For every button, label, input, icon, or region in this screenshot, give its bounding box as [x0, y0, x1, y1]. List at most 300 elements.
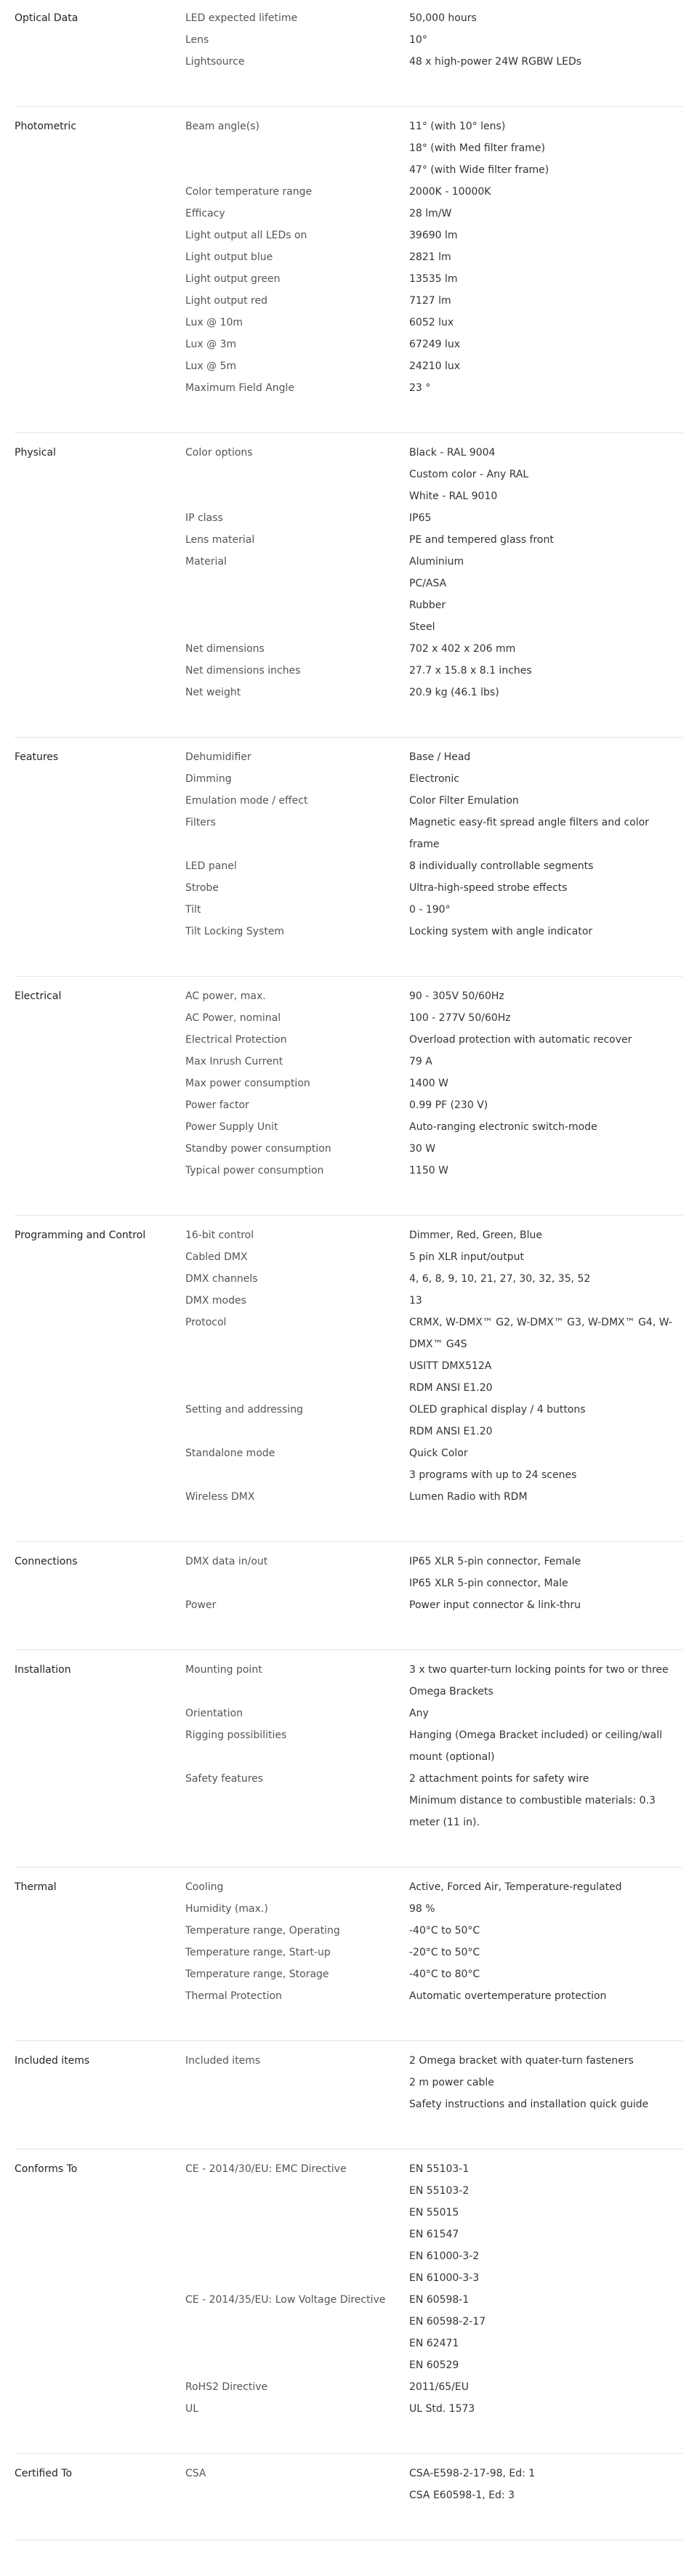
spec-values: [409, 1138, 678, 1160]
spec-section-photometric: [15, 107, 682, 433]
spec-row: [185, 2158, 682, 2289]
spec-property-name: Tilt Locking System: [185, 926, 285, 937]
spec-value: Lumen Radio with RDM: [409, 1491, 528, 1503]
spec-row: [185, 985, 682, 1007]
spec-values: [409, 1051, 678, 1073]
spec-value: Ultra-high-speed strobe effects: [409, 882, 568, 894]
section-title: Features: [15, 751, 59, 763]
section-title: Thermal: [15, 1881, 57, 1893]
spec-value: EN 55103-1: [409, 2163, 470, 2175]
section-title: Included items: [15, 2055, 90, 2067]
spec-property-name: Standby power consumption: [185, 1143, 331, 1155]
spec-property-name: Light output green: [185, 273, 281, 285]
spec-row: [185, 1399, 682, 1442]
spec-row: [185, 855, 682, 877]
spec-row: [185, 246, 682, 268]
spec-row: [185, 921, 682, 942]
spec-values: [409, 921, 678, 942]
spec-row: [185, 2398, 682, 2420]
spec-value: 2 attachment points for safety wire: [409, 1773, 589, 1785]
spec-value: 98 %: [409, 1903, 435, 1915]
spec-property-name: Power Supply Unit: [185, 1121, 278, 1133]
spec-row: [185, 1268, 682, 1290]
spec-property-name: Standalone mode: [185, 1448, 275, 1459]
spec-row: [185, 1442, 682, 1486]
spec-value: CRMX, W-DMX™ G2, W-DMX™ G3, W-DMX™ G4, W-DMX™ G4S: [409, 1317, 673, 1350]
spec-property-name: Max Inrush Current: [185, 1056, 283, 1067]
spec-property-name: Maximum Field Angle: [185, 382, 295, 394]
spec-row: [185, 1246, 682, 1268]
spec-value: USITT DMX512A: [409, 1360, 492, 1372]
spec-values: [409, 334, 678, 355]
spec-value: Rubber: [409, 599, 446, 611]
spec-section-electrical: [15, 977, 682, 1216]
section-title: Photometric: [15, 121, 77, 132]
section-title: Installation: [15, 1664, 71, 1676]
spec-value: Color Filter Emulation: [409, 795, 519, 807]
spec-value: 20.9 kg (46.1 lbs): [409, 687, 499, 698]
spec-values: [409, 116, 678, 181]
spec-rows: [185, 1659, 682, 1833]
spec-values: [409, 1399, 678, 1442]
spec-values: [409, 1073, 678, 1094]
spec-values: [409, 1920, 678, 1942]
spec-row: [185, 29, 682, 51]
spec-value: 4, 6, 8, 9, 10, 21, 27, 30, 32, 35, 52: [409, 1273, 591, 1285]
spec-values: [409, 1442, 678, 1486]
spec-values: [409, 529, 678, 551]
spec-values: [409, 899, 678, 921]
spec-value: 3 programs with up to 24 scenes: [409, 1469, 577, 1481]
spec-property-name: Setting and addressing: [185, 1404, 304, 1416]
spec-value: Hanging (Omega Bracket included) or ceiling/wall mount (optional): [409, 1729, 662, 1763]
spec-value: 48 x high-power 24W RGBW LEDs: [409, 56, 582, 68]
section-title: Conforms To: [15, 2163, 78, 2175]
spec-property-name: Temperature range, Storage: [185, 1969, 329, 1980]
spec-property-name: Included items: [185, 2055, 261, 2067]
spec-row: [185, 2289, 682, 2376]
spec-row: [185, 355, 682, 377]
spec-values: [409, 1246, 678, 1268]
spec-property-name: Lens: [185, 34, 209, 46]
spec-row: [185, 1138, 682, 1160]
spec-property-name: Temperature range, Start-up: [185, 1947, 331, 1958]
spec-property-name: Cooling: [185, 1881, 224, 1893]
spec-value: OLED graphical display / 4 buttons: [409, 1404, 586, 1416]
spec-value: Base / Head: [409, 751, 471, 763]
spec-row: [185, 1724, 682, 1768]
section-title: Physical: [15, 447, 56, 459]
spec-values: [409, 877, 678, 899]
spec-value: -40°C to 50°C: [409, 1925, 480, 1937]
spec-values: [409, 7, 678, 29]
spec-rows: [185, 1551, 682, 1616]
spec-row: [185, 877, 682, 899]
spec-value: -40°C to 80°C: [409, 1969, 480, 1980]
spec-value: Minimum distance to combustible materials: 0.3 meter (11 in).: [409, 1795, 656, 1828]
spec-values: [409, 1116, 678, 1138]
section-title: Programming and Control: [15, 1230, 146, 1241]
spec-value: 28 lm/W: [409, 208, 452, 219]
section-title: Electrical: [15, 990, 62, 1002]
spec-property-name: DMX data in/out: [185, 1556, 268, 1567]
spec-section-programming-and-control: [15, 1216, 682, 1542]
spec-value: EN 60529: [409, 2359, 459, 2371]
spec-values: [409, 290, 678, 312]
spec-value: 2 m power cable: [409, 2077, 494, 2088]
spec-row: [185, 638, 682, 660]
spec-rows: [185, 1224, 682, 1508]
spec-value: 0 - 190°: [409, 904, 451, 916]
spec-value: IP65 XLR 5-pin connector, Female: [409, 1556, 581, 1567]
spec-row: [185, 377, 682, 399]
spec-value: Dimmer, Red, Green, Blue: [409, 1230, 542, 1241]
spec-value: Custom color - Any RAL: [409, 469, 529, 480]
spec-values: [409, 268, 678, 290]
spec-property-name: Mounting point: [185, 1664, 262, 1676]
spec-rows: [185, 1876, 682, 2007]
spec-values: [409, 551, 678, 638]
spec-row: [185, 1116, 682, 1138]
spec-value: 8 individually controllable segments: [409, 860, 594, 872]
spec-values: [409, 2463, 678, 2506]
spec-section-optical-data: [15, 0, 682, 107]
spec-value: UL Std. 1573: [409, 2403, 475, 2415]
spec-property-name: Lightsource: [185, 56, 245, 68]
spec-row: [185, 1876, 682, 1898]
spec-value: RDM ANSI E1.20: [409, 1426, 493, 1437]
spec-values: [409, 1985, 678, 2007]
spec-value: 2000K - 10000K: [409, 186, 491, 198]
spec-values: [409, 442, 678, 507]
spec-value: 90 - 305V 50/60Hz: [409, 990, 504, 1002]
spec-values: [409, 1312, 678, 1399]
spec-property-name: Efficacy: [185, 208, 225, 219]
spec-row: [185, 682, 682, 703]
spec-rows: [185, 7, 682, 73]
spec-values: [409, 768, 678, 790]
spec-value: PE and tempered glass front: [409, 534, 554, 546]
spec-row: [185, 2463, 682, 2506]
spec-values: [409, 51, 678, 73]
spec-values: [409, 1768, 678, 1833]
spec-value: 24210 lux: [409, 360, 461, 372]
spec-row: [185, 551, 682, 638]
spec-row: [185, 7, 682, 29]
spec-property-name: DMX modes: [185, 1295, 246, 1307]
spec-values: [409, 1551, 678, 1594]
spec-property-name: Dimming: [185, 773, 232, 785]
spec-property-name: Max power consumption: [185, 1078, 310, 1089]
section-title: Certified To: [15, 2468, 73, 2479]
spec-section-physical: [15, 433, 682, 738]
spec-value: 79 A: [409, 1056, 432, 1067]
spec-values: [409, 746, 678, 768]
spec-property-name: IP class: [185, 512, 223, 524]
spec-values: [409, 246, 678, 268]
spec-value: IP65 XLR 5-pin connector, Male: [409, 1578, 568, 1589]
spec-property-name: DMX channels: [185, 1273, 258, 1285]
spec-value: EN 60598-1: [409, 2294, 470, 2306]
spec-property-name: Dehumidifier: [185, 751, 251, 763]
spec-property-name: Light output red: [185, 295, 267, 307]
spec-values: [409, 377, 678, 399]
spec-section-included-items: [15, 2041, 682, 2149]
spec-value: 13535 lm: [409, 273, 458, 285]
spec-value: 27.7 x 15.8 x 8.1 inches: [409, 665, 532, 677]
spec-row: [185, 1594, 682, 1616]
spec-property-name: Safety features: [185, 1773, 264, 1785]
spec-value: Overload protection with automatic recover: [409, 1034, 632, 1046]
spec-value: EN 55103-2: [409, 2185, 470, 2197]
spec-property-name: Temperature range, Operating: [185, 1925, 340, 1937]
spec-value: EN 61000-3-2: [409, 2250, 480, 2262]
spec-value: Steel: [409, 621, 435, 633]
spec-property-name: Strobe: [185, 882, 219, 894]
spec-values: [409, 1703, 678, 1724]
spec-row: [185, 1007, 682, 1029]
spec-property-name: Thermal Protection: [185, 1990, 282, 2002]
section-title: Connections: [15, 1556, 78, 1567]
spec-property-name: Material: [185, 556, 227, 568]
spec-rows: [185, 2158, 682, 2420]
spec-values: [409, 355, 678, 377]
spec-values: [409, 660, 678, 682]
spec-section-certified-to: [15, 2454, 682, 2540]
spec-value: Electronic: [409, 773, 460, 785]
spec-row: [185, 1224, 682, 1246]
spec-property-name: Tilt: [185, 904, 201, 916]
spec-value: Automatic overtemperature protection: [409, 1990, 607, 2002]
spec-row: [185, 1985, 682, 2007]
spec-property-name: Net dimensions: [185, 643, 265, 655]
spec-values: [409, 2050, 678, 2115]
spec-values: [409, 29, 678, 51]
spec-values: [409, 638, 678, 660]
spec-value: EN 61000-3-3: [409, 2272, 480, 2284]
spec-row: [185, 507, 682, 529]
spec-value: 18° (with Med filter frame): [409, 142, 545, 154]
spec-value: 1150 W: [409, 1165, 448, 1176]
spec-section-features: [15, 738, 682, 977]
spec-value: 50,000 hours: [409, 12, 477, 24]
spec-property-name: Power factor: [185, 1099, 249, 1111]
spec-values: [409, 1290, 678, 1312]
spec-value: 39690 lm: [409, 230, 458, 241]
spec-property-name: Protocol: [185, 1317, 227, 1328]
spec-row: [185, 790, 682, 812]
spec-row: [185, 1920, 682, 1942]
spec-property-name: UL: [185, 2403, 199, 2415]
spec-value: 1400 W: [409, 1078, 448, 1089]
spec-value: PC/ASA: [409, 578, 447, 589]
spec-property-name: Light output all LEDs on: [185, 230, 307, 241]
spec-rows: [185, 442, 682, 703]
spec-values: [409, 1942, 678, 1963]
spec-value: Active, Forced Air, Temperature-regulated: [409, 1881, 622, 1893]
spec-value: 67249 lux: [409, 339, 461, 350]
spec-row: [185, 768, 682, 790]
spec-rows: [185, 2463, 682, 2506]
spec-row: [185, 1551, 682, 1594]
spec-value: 2 Omega bracket with quater-turn fasteners: [409, 2055, 634, 2067]
spec-values: [409, 1029, 678, 1051]
spec-row: [185, 1073, 682, 1094]
spec-property-name: Lux @ 5m: [185, 360, 237, 372]
spec-property-name: CE - 2014/35/EU: Low Voltage Directive: [185, 2294, 386, 2306]
spec-row: [185, 268, 682, 290]
spec-row: [185, 1486, 682, 1508]
spec-values: [409, 2398, 678, 2420]
section-title: Optical Data: [15, 12, 78, 24]
spec-values: [409, 1486, 678, 1508]
spec-values: [409, 1160, 678, 1182]
spec-value: White - RAL 9010: [409, 490, 498, 502]
spec-row: [185, 2050, 682, 2115]
spec-values: [409, 312, 678, 334]
spec-value: EN 62471: [409, 2338, 459, 2349]
spec-values: [409, 2376, 678, 2398]
spec-property-name: LED panel: [185, 860, 237, 872]
spec-property-name: AC Power, nominal: [185, 1012, 281, 1024]
spec-values: [409, 682, 678, 703]
spec-values: [409, 2289, 678, 2376]
spec-row: [185, 2376, 682, 2398]
spec-row: [185, 1094, 682, 1116]
spec-values: [409, 1898, 678, 1920]
spec-row: [185, 203, 682, 225]
spec-value: 30 W: [409, 1143, 436, 1155]
spec-property-name: Net weight: [185, 687, 241, 698]
spec-values: [409, 1724, 678, 1768]
spec-value: 2821 lm: [409, 251, 451, 263]
spec-property-name: CSA: [185, 2468, 206, 2479]
spec-value: 11° (with 10° lens): [409, 121, 506, 132]
spec-row: [185, 1963, 682, 1985]
spec-value: Aluminium: [409, 556, 464, 568]
spec-section-thermal: [15, 1868, 682, 2041]
spec-property-name: Rigging possibilities: [185, 1729, 287, 1741]
spec-value: Magnetic easy-fit spread angle filters and color frame: [409, 817, 649, 850]
spec-values: [409, 790, 678, 812]
spec-property-name: Typical power consumption: [185, 1165, 324, 1176]
spec-value: IP65: [409, 512, 432, 524]
spec-value: EN 55015: [409, 2207, 459, 2218]
spec-row: [185, 442, 682, 507]
spec-property-name: Electrical Protection: [185, 1034, 287, 1046]
spec-value: Auto-ranging electronic switch-mode: [409, 1121, 597, 1133]
spec-value: Power input connector & link-thru: [409, 1599, 581, 1611]
spec-property-name: Orientation: [185, 1708, 243, 1719]
spec-value: RDM ANSI E1.20: [409, 1382, 493, 1394]
spec-row: [185, 1160, 682, 1182]
spec-property-name: AC power, max.: [185, 990, 266, 1002]
spec-row: [185, 812, 682, 855]
spec-values: [409, 507, 678, 529]
spec-row: [185, 181, 682, 203]
spec-property-name: Net dimensions inches: [185, 665, 301, 677]
spec-property-name: Filters: [185, 817, 216, 828]
spec-values: [409, 1007, 678, 1029]
spec-value: 47° (with Wide filter frame): [409, 164, 549, 176]
spec-value: 7127 lm: [409, 295, 451, 307]
spec-property-name: Color options: [185, 447, 253, 459]
spec-value: EN 60598-2-17: [409, 2316, 486, 2327]
spec-row: [185, 1029, 682, 1051]
spec-value: CSA E60598-1, Ed: 3: [409, 2490, 515, 2501]
spec-row: [185, 290, 682, 312]
spec-value: 100 - 277V 50/60Hz: [409, 1012, 511, 1024]
spec-value: Quick Color: [409, 1448, 468, 1459]
spec-values: [409, 1094, 678, 1116]
spec-value: 13: [409, 1295, 422, 1307]
spec-row: [185, 116, 682, 181]
spec-value: EN 61547: [409, 2229, 459, 2240]
spec-rows: [185, 116, 682, 399]
spec-row: [185, 312, 682, 334]
spec-row: [185, 225, 682, 246]
spec-row: [185, 51, 682, 73]
spec-row: [185, 334, 682, 355]
spec-row: [185, 529, 682, 551]
spec-row: [185, 1312, 682, 1399]
spec-row: [185, 1703, 682, 1724]
spec-property-name: Color temperature range: [185, 186, 313, 198]
spec-values: [409, 2158, 678, 2289]
spec-property-name: 16-bit control: [185, 1230, 254, 1241]
spec-values: [409, 812, 678, 855]
spec-values: [409, 1594, 678, 1616]
spec-property-name: Lux @ 3m: [185, 339, 237, 350]
spec-property-name: CE - 2014/30/EU: EMC Directive: [185, 2163, 347, 2175]
spec-property-name: Power: [185, 1599, 217, 1611]
spec-property-name: Humidity (max.): [185, 1903, 268, 1915]
spec-row: [185, 660, 682, 682]
spec-property-name: RoHS2 Directive: [185, 2381, 268, 2393]
spec-values: [409, 1224, 678, 1246]
spec-property-name: Lens material: [185, 534, 255, 546]
spec-rows: [185, 746, 682, 942]
spec-value: 5 pin XLR input/output: [409, 1251, 524, 1263]
spec-value: 10°: [409, 34, 427, 46]
spec-value: 3 x two quarter-turn locking points for two or three Omega Brackets: [409, 1664, 669, 1697]
spec-section-installation: [15, 1650, 682, 1868]
spec-property-name: Light output blue: [185, 251, 273, 263]
spec-value: Locking system with angle indicator: [409, 926, 593, 937]
spec-rows: [185, 985, 682, 1182]
spec-value: Black - RAL 9004: [409, 447, 496, 459]
spec-row: [185, 1898, 682, 1920]
spec-value: Any: [409, 1708, 429, 1719]
spec-property-name: Lux @ 10m: [185, 317, 243, 328]
spec-value: 6052 lux: [409, 317, 454, 328]
spec-rows: [185, 2050, 682, 2115]
spec-values: [409, 855, 678, 877]
spec-row: [185, 1051, 682, 1073]
spec-section-conforms-to: [15, 2149, 682, 2454]
spec-section-connections: [15, 1542, 682, 1650]
spec-property-name: LED expected lifetime: [185, 12, 298, 24]
spec-property-name: Beam angle(s): [185, 121, 259, 132]
spec-value: CSA-E598-2-17-98, Ed: 1: [409, 2468, 536, 2479]
spec-value: Safety instructions and installation quick guide: [409, 2099, 649, 2110]
spec-values: [409, 181, 678, 203]
spec-value: 702 x 402 x 206 mm: [409, 643, 516, 655]
spec-row: [185, 1768, 682, 1833]
spec-values: [409, 1876, 678, 1898]
spec-values: [409, 203, 678, 225]
spec-values: [409, 1963, 678, 1985]
